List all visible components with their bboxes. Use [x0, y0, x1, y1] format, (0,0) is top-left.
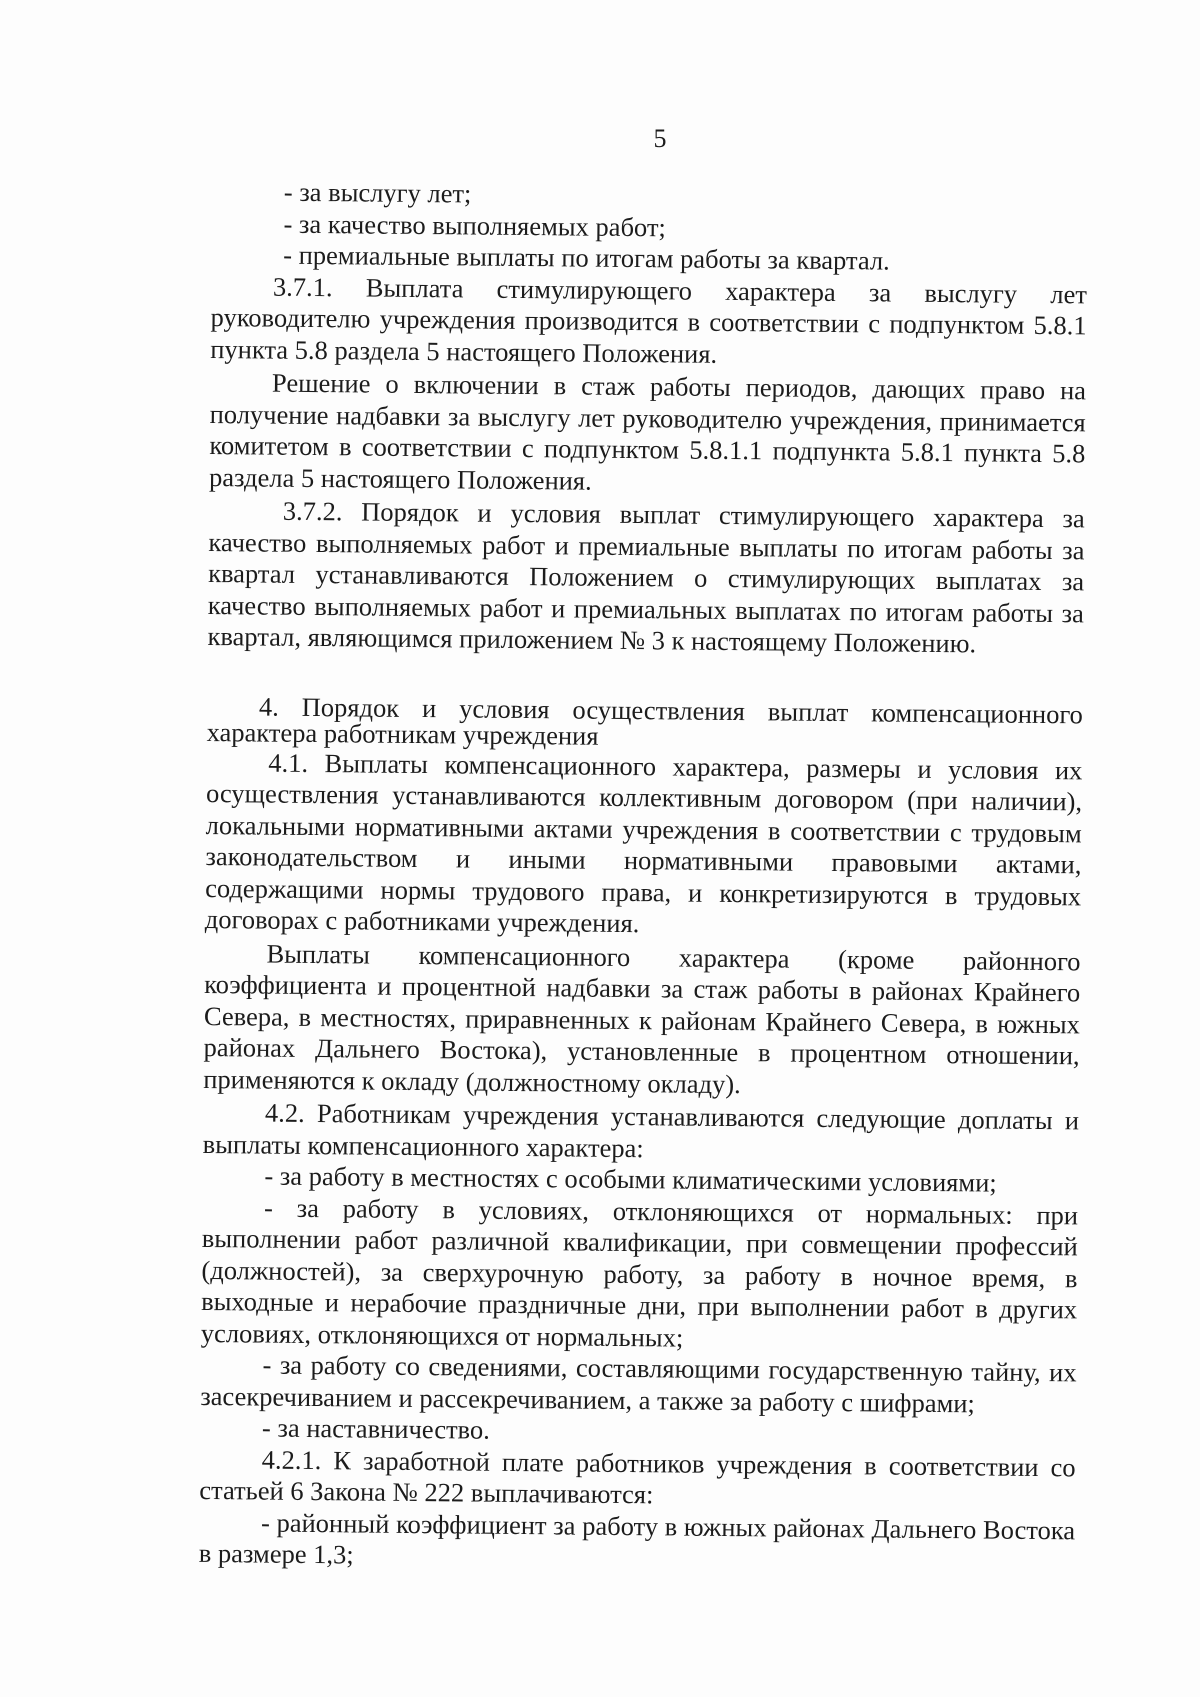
paragraph-compensation: Выплаты компенсационного характера (кроме районного коэффициента и процентной надбавки за стаж работы в районах Крайнего Севера, в местностях, приравненных к районам Крайнего Севера, в южных районах Дальнего Востока), установленные в процентном отношении, применяются к окладу (должностному окладу).	[203, 938, 1081, 1099]
paragraph-4-2: 4.2. Работникам учреждения устанавливаются следующие доплаты и выплаты компенсационного характера:	[202, 1097, 1080, 1163]
section-heading-4: 4. Порядок и условия осуществления выплат компенсационного характера работникам учреждения	[206, 690, 1084, 751]
list-item-bonus: - премиальные выплаты по итогам работы за квартал.	[283, 239, 890, 276]
document-body	[199, 176, 1088, 1578]
paragraph-3-7-2: 3.7.2. Порядок и условия выплат стимулирующего характера за качество выполняемых работ и премиальные выплаты по итогам работы за квартал устанавливаются Положением о стимулирующих выплатах за качество выполняемых работ и премиальных выплатах по итогам работы за квартал, являющимся приложением № 3 к настоящему Положению.	[207, 495, 1085, 659]
page-number: 5	[653, 124, 667, 153]
list-item-climate: - за работу в местностях с особыми климатическими условиями;	[264, 1160, 997, 1198]
list-item-seniority: - за выслугу лет;	[283, 176, 472, 209]
list-item-quality: - за качество выполняемых работ;	[283, 208, 667, 242]
list-item-conditions: - за работу в условиях, отклоняющихся от нормальных: при выполнении работ различной квалификации, при совмещении профессий (должностей), за сверхурочную работу, за работу в ночное время, в выходные и нерабочие праздничные дни, при выполнении работ в других условиях, отклоняющихся от нормальных;	[200, 1192, 1079, 1353]
list-item-mentoring: - за наставничество.	[261, 1412, 490, 1445]
paragraph-decision: Решение о включении в стаж работы периодов, дающих право на получение надбавки за выслугу лет руководителю учреждения, принимается комитетом в соответствии с подпунктом 5.8.1.1 подпункта 5.8.1 пункта 5.8 раздела 5 настоящего Положения.	[208, 367, 1087, 496]
paragraph-3-7-1: 3.7.1. Выплата стимулирующего характера за выслугу лет руководителю учреждения производится в соответствии с подпунктом 5.8.1 пункта 5.8 раздела 5 настоящего Положения.	[210, 271, 1088, 369]
list-item-regional-coefficient: - районный коэффициент за работу в южных районах Дальнего Востока в размере 1,3;	[198, 1507, 1076, 1570]
paragraph-4-1: 4.1. Выплаты компенсационного характера, размеры и условия их осуществления устанавливаются коллективным договором (при наличии), локальными нормативными актами учреждения в соответствии с трудовым законодательством и иными нормативными правовыми актами, содержащими нормы трудового права, и конкретизируются в трудовых договорах с работниками учреждения.	[204, 747, 1083, 939]
list-item-state-secret: - за работу со сведениями, составляющими государственную тайну, их засекречиванием и рассекречиванием, а также за работу с шифрами;	[200, 1349, 1077, 1418]
paragraph-4-2-1: 4.2.1. К заработной плате работников учреждения в соответствии со статьей 6 Закона № 222 выплачиваются:	[199, 1444, 1076, 1510]
